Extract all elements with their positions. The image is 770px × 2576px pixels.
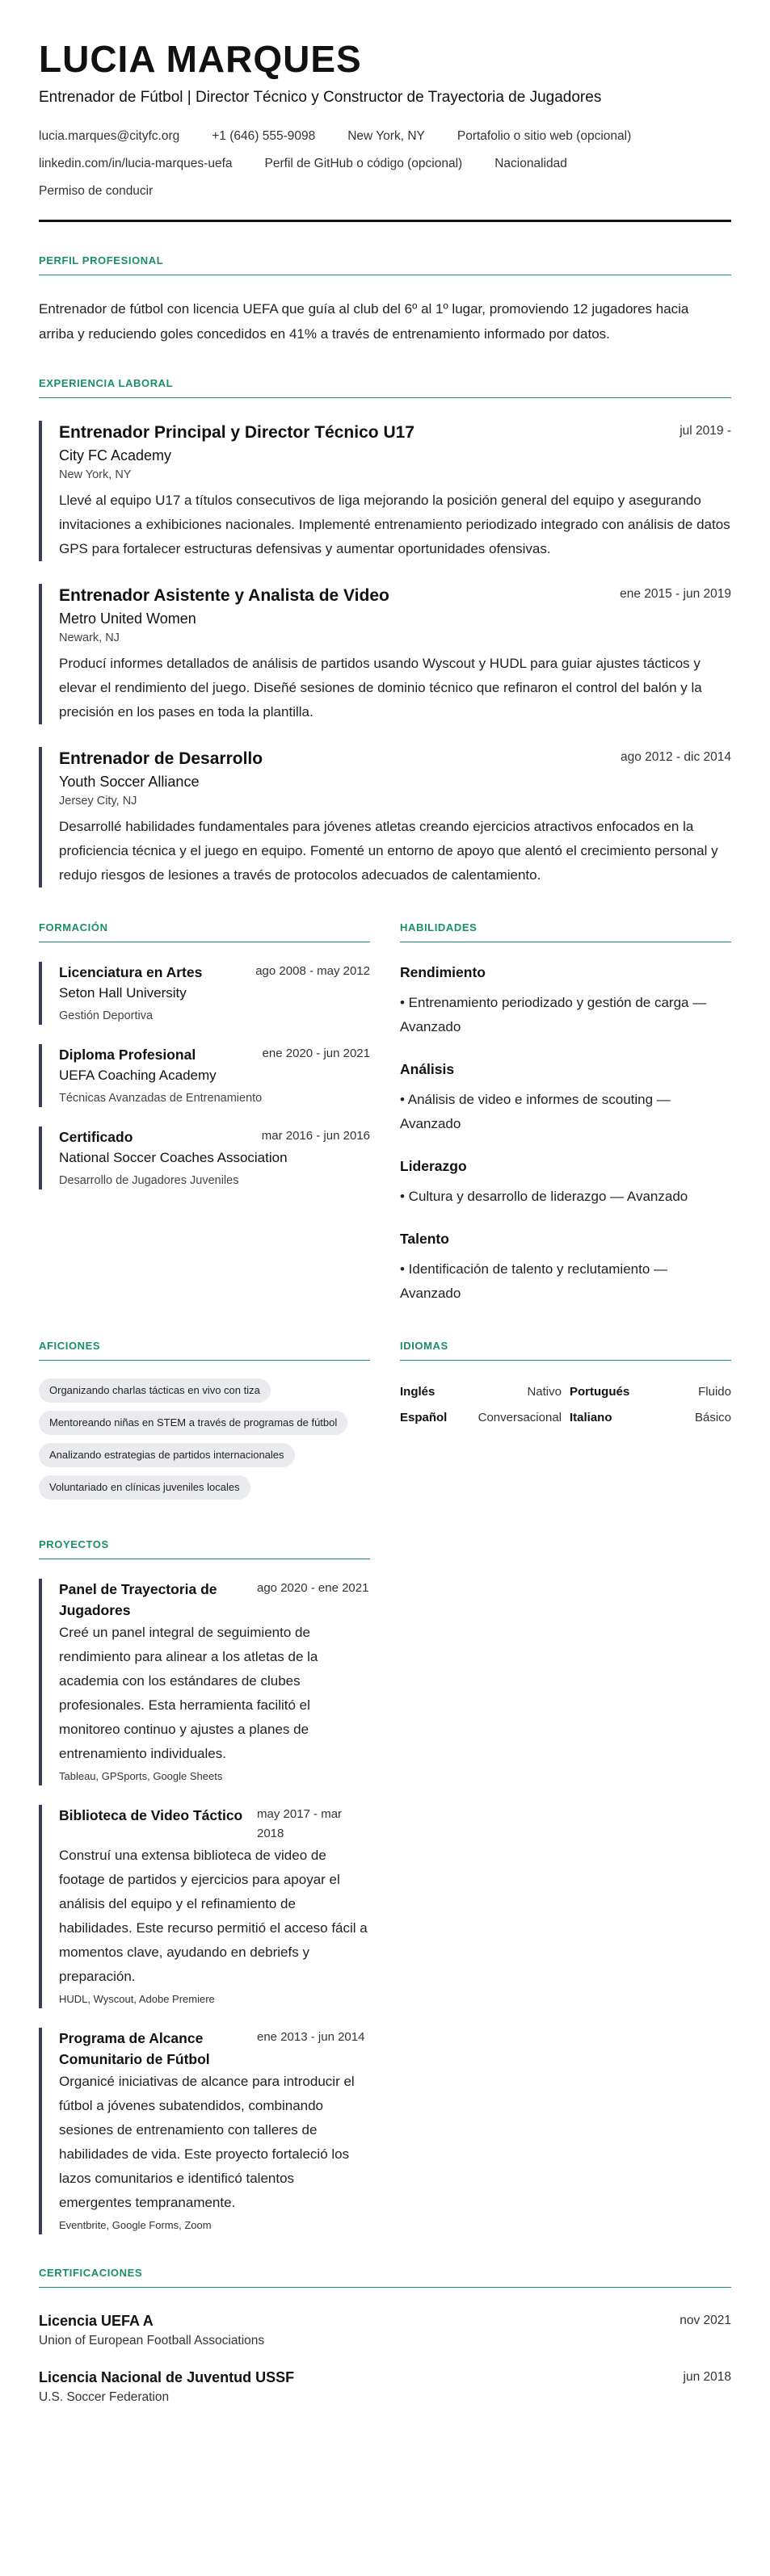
education-entry xyxy=(39,1044,370,1107)
projects-section xyxy=(39,1538,370,2234)
job-date: ene 2015 - jun 2019 xyxy=(620,587,731,601)
section-heading: AFICIONES xyxy=(39,1340,370,1361)
certification-name: Licencia UEFA A xyxy=(39,2313,154,2329)
section-heading: EXPERIENCIA LABORAL xyxy=(39,377,731,398)
project-date: may 2017 - mar 2018 xyxy=(257,1807,343,1840)
language-entry xyxy=(400,1383,562,1401)
skill-item: • Identificación de talento y reclutamiento — Avanzado xyxy=(400,1261,668,1301)
job-title: Entrenador Asistente y Analista de Video xyxy=(59,586,389,605)
hobby-chip: Analizando estrategias de partidos internacionales xyxy=(39,1443,295,1467)
project-tools: Eventbrite, Google Forms, Zoom xyxy=(59,2219,212,2231)
hobby-chip: Mentoreando niñas en STEM a través de programas de fútbol xyxy=(39,1411,347,1435)
contact-nationality: Nacionalidad xyxy=(494,157,567,170)
certification-name: Licencia Nacional de Juventud USSF xyxy=(39,2369,295,2385)
education-skills-row xyxy=(39,921,731,1306)
skill-item: • Cultura y desarrollo de liderazgo — Avanzado xyxy=(400,1189,688,1204)
contact-email[interactable]: lucia.marques@cityfc.org xyxy=(39,129,180,143)
education-school: National Soccer Coaches Association xyxy=(59,1150,288,1165)
project-date: ene 2013 - jun 2014 xyxy=(257,2030,365,2044)
language-level: Básico xyxy=(694,1411,731,1424)
section-heading: HABILIDADES xyxy=(400,921,731,942)
job-company: Metro United Women xyxy=(59,610,196,627)
project-title: Programa de Alcance Comunitario de Fútbol xyxy=(59,2030,210,2067)
job-description: Desarrollé habilidades fundamentales para jóvenes atletas creando ejercicios atractivos enfocados en la proficiencia técnica y el juego en equipo. Fomenté un entorno de apoyo que alentó el crecimiento personal y redujo riesgos de lesiones a través de protocolos adecuados de calentamiento. xyxy=(59,819,718,883)
contact-phone[interactable]: +1 (646) 555-9098 xyxy=(212,129,316,143)
education-school: Seton Hall University xyxy=(59,985,187,1001)
hobby-chip: Voluntariado en clínicas juveniles locales xyxy=(39,1475,250,1500)
candidate-title: Entrenador de Fútbol | Director Técnico y Constructor de Trayectoria de Jugadores xyxy=(39,89,602,106)
contact-driving-license: Permiso de conducir xyxy=(39,184,154,198)
candidate-name: LUCIA MARQUES xyxy=(39,38,362,80)
education-field: Desarrollo de Jugadores Juveniles xyxy=(59,1174,239,1187)
job-date: ago 2012 - dic 2014 xyxy=(620,750,731,764)
job-company: City FC Academy xyxy=(59,447,172,464)
certification-entry xyxy=(39,2310,731,2351)
skill-category: Talento xyxy=(400,1231,449,1247)
skill-item: • Entrenamiento periodizado y gestión de carga — Avanzado xyxy=(400,995,707,1034)
section-heading: PROYECTOS xyxy=(39,1538,370,1559)
language-level: Fluido xyxy=(698,1385,731,1399)
certification-date: nov 2021 xyxy=(680,2314,731,2327)
language-entry xyxy=(400,1409,562,1427)
skill-category: Rendimiento xyxy=(400,964,486,980)
hobby-chip: Organizando charlas tácticas en vivo con tiza xyxy=(39,1378,271,1403)
education-date: ene 2020 - jun 2021 xyxy=(262,1047,370,1060)
language-name: Italiano xyxy=(570,1411,612,1424)
language-level: Nativo xyxy=(527,1385,562,1399)
section-heading: IDIOMAS xyxy=(400,1340,731,1361)
language-name: Portugués xyxy=(570,1385,630,1399)
language-name: Inglés xyxy=(400,1385,435,1399)
project-tools: Tableau, GPSports, Google Sheets xyxy=(59,1770,223,1782)
section-heading: FORMACIÓN xyxy=(39,921,370,942)
job-entry xyxy=(39,747,731,887)
education-entry xyxy=(39,1126,370,1189)
education-degree: Licenciatura en Artes xyxy=(59,964,203,980)
experience-section xyxy=(39,377,731,887)
language-grid xyxy=(400,1383,731,1427)
contact-linkedin[interactable]: linkedin.com/in/lucia-marques-uefa xyxy=(39,157,233,170)
contact-portfolio[interactable]: Portafolio o sitio web (opcional) xyxy=(457,129,632,143)
project-description: Construí una extensa biblioteca de video de footage de partidos y ejercicios para apoyar el análisis del equipo y el refinamiento de habilidades. Este recurso permitió el acceso fácil a momentos clave, ayudando en debriefs y preparación. xyxy=(59,1848,368,1984)
education-field: Gestión Deportiva xyxy=(59,1009,154,1022)
project-date: ago 2020 - ene 2021 xyxy=(257,1581,369,1595)
header-divider xyxy=(39,220,731,222)
education-school: UEFA Coaching Academy xyxy=(59,1068,217,1083)
job-title: Entrenador Principal y Director Técnico U17 xyxy=(59,423,414,442)
summary-section xyxy=(39,254,731,346)
education-date: mar 2016 - jun 2016 xyxy=(261,1129,370,1143)
languages-section xyxy=(400,1340,731,1500)
hobby-list xyxy=(39,1378,370,1500)
section-heading: PERFIL PROFESIONAL xyxy=(39,254,731,275)
education-section xyxy=(39,921,370,1306)
job-company: Youth Soccer Alliance xyxy=(59,774,200,790)
project-tools: HUDL, Wyscout, Adobe Premiere xyxy=(59,1993,215,2005)
project-title: Biblioteca de Video Táctico xyxy=(59,1807,243,1823)
certification-issuer: U.S. Soccer Federation xyxy=(39,2390,170,2404)
certifications-section xyxy=(39,2267,731,2407)
project-title: Panel de Trayectoria de Jugadores xyxy=(59,1581,217,1618)
skills-section xyxy=(400,921,731,1306)
education-field: Técnicas Avanzadas de Entrenamiento xyxy=(59,1092,263,1105)
education-degree: Diploma Profesional xyxy=(59,1047,196,1063)
contact-github[interactable]: Perfil de GitHub o código (opcional) xyxy=(264,157,463,170)
skill-item: • Análisis de video e informes de scouting — Avanzado xyxy=(400,1092,671,1131)
job-title: Entrenador de Desarrollo xyxy=(59,749,263,768)
project-entry xyxy=(39,1579,370,1785)
job-entry xyxy=(39,421,731,561)
hobbies-languages-row xyxy=(39,1340,731,1500)
language-name: Español xyxy=(400,1411,448,1424)
contact-list xyxy=(39,123,709,205)
job-description: Llevé al equipo U17 a títulos consecutivos de liga mejorando la posición general del equipo y asegurando invitaciones a exhibiciones nacionales. Implementé entrenamiento periodizado integrado con análisis de datos GPS para fortalecer estructuras defensivas y aumentar oportunidades ofensivas. xyxy=(59,493,730,556)
hobbies-section xyxy=(39,1340,370,1500)
language-entry xyxy=(570,1409,731,1427)
contact-location: New York, NY xyxy=(347,129,425,143)
language-level: Conversacional xyxy=(478,1411,562,1424)
language-entry xyxy=(570,1383,731,1401)
job-date: jul 2019 - xyxy=(680,424,731,438)
education-degree: Certificado xyxy=(59,1129,133,1145)
project-entry xyxy=(39,2028,370,2234)
certification-issuer: Union of European Football Associations xyxy=(39,2334,265,2347)
education-date: ago 2008 - may 2012 xyxy=(255,964,370,978)
project-description: Creé un panel integral de seguimiento de rendimiento para alinear a los atletas de la academia con los estándares de clubes profesionales. Esta herramienta facilitó el monitoreo continuo y ajustes a planes de entrenamiento individuales. xyxy=(59,1625,318,1761)
section-heading: CERTIFICACIONES xyxy=(39,2267,731,2288)
summary-text: Entrenador de fútbol con licencia UEFA que guía al club del 6º al 1º lugar, promoviendo 12 jugadores hacia arriba y reduciendo goles concedidos en 41% a través de entrenamiento informado por datos. xyxy=(39,301,689,342)
project-description: Organicé iniciativas de alcance para introducir el fútbol a jóvenes subatendidos, combinando sesiones de entrenamiento con talleres de habilidades de vida. Este proyecto fortaleció los lazos comunitarios e identificó talentos emergentes tempranamente. xyxy=(59,2074,355,2210)
job-description: Producí informes detallados de análisis de partidos usando Wyscout y HUDL para guiar ajustes tácticos y elevar el rendimiento del juego. Diseñé sesiones de dominio técnico que refinaron el control del balón y la precisión en los pases en toda la plantilla. xyxy=(59,656,702,720)
job-location: New York, NY xyxy=(59,468,132,481)
job-entry xyxy=(39,584,731,724)
certification-entry xyxy=(39,2367,731,2407)
project-entry xyxy=(39,1805,370,2008)
certification-date: jun 2018 xyxy=(683,2370,731,2384)
skill-category: Liderazgo xyxy=(400,1158,467,1174)
education-entry xyxy=(39,962,370,1025)
job-location: Jersey City, NJ xyxy=(59,795,137,808)
job-location: Newark, NJ xyxy=(59,631,120,644)
skill-category: Análisis xyxy=(400,1061,455,1077)
resume-header xyxy=(39,37,731,222)
